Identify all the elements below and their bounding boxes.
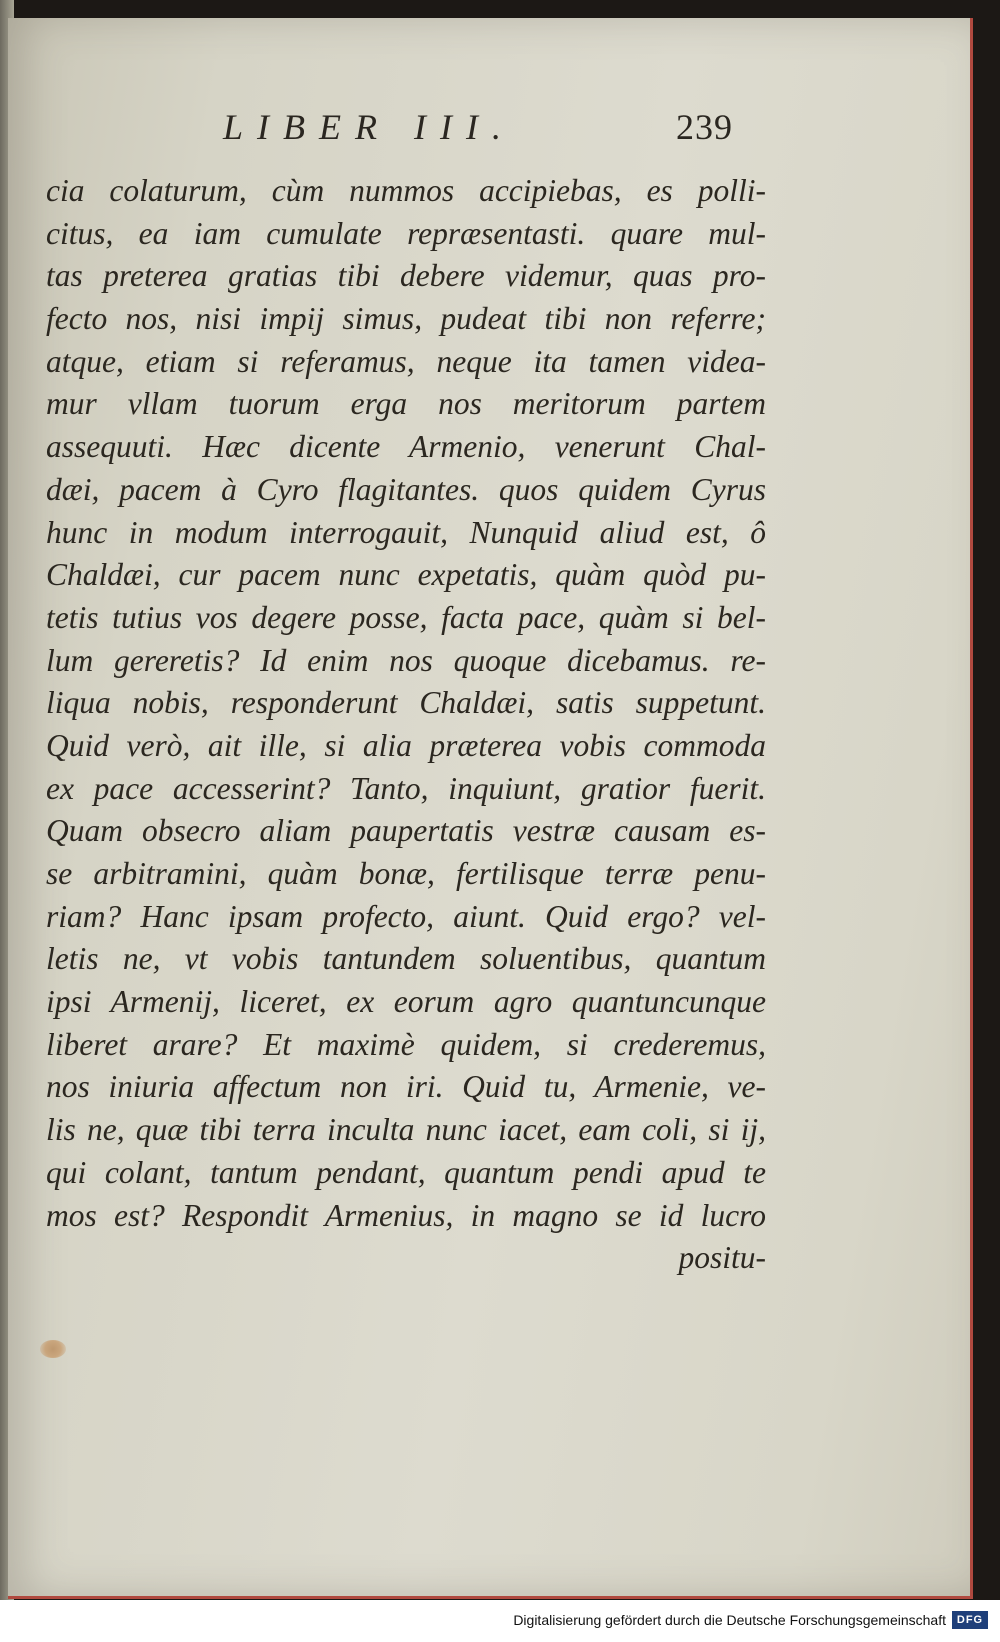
body-text [46, 170, 766, 1280]
text-line: se arbitramini, quàm bonæ, fertilisque terræ penu- [46, 856, 766, 891]
text-line: riam? Hanc ipsam profecto, aiunt. Quid ergo? vel- [46, 898, 766, 934]
text-line: mos est? Respondit Armenius, in magno se id lucro [46, 1197, 766, 1233]
text-line: assequuti. Hæc dicente Armenio, venerunt Chal- [46, 429, 766, 465]
text-line: ipsi Armenij, liceret, ex eorum agro quantuncunque [46, 984, 766, 1020]
dfg-logo: DFG [952, 1611, 988, 1629]
text-line: Quam obsecro aliam paupertatis vestræ causam es- [46, 813, 766, 849]
text-line: ex pace accesserint? Tanto, inquiunt, gratior fuerit. [46, 770, 766, 806]
text-line: citus, ea iam cumulate repræsentasti. quare mul- [46, 215, 766, 251]
text-line: dæi, pacem à Cyro flagitantes. quos quidem Cyrus [46, 471, 766, 507]
text-line: qui colant, tantum pendant, quantum pendi apud te [46, 1154, 766, 1190]
text-line: mur vllam tuorum erga nos meritorum partem [46, 386, 766, 422]
text-line: fecto nos, nisi impij simus, pudeat tibi non referre; [46, 301, 766, 337]
page-header [223, 106, 733, 166]
text-line: lum gereretis? Id enim nos quoque dicebamus. re- [46, 642, 766, 678]
text-line: atque, etiam si referamus, neque ita tamen videa- [46, 343, 766, 379]
text-line: tetis tutius vos degere posse, facta pace, quàm si bel- [46, 599, 766, 635]
text-line: nos iniuria affectum non iri. Quid tu, Armenie, ve- [46, 1069, 766, 1105]
text-line: Quid verò, ait ille, si alia præterea vobis commoda [46, 727, 766, 763]
funding-credit: Digitalisierung gefördert durch die Deutsche Forschungsgemeinschaft [513, 1612, 946, 1628]
text-line: Chaldæi, cur pacem nunc expetatis, quàm quòd pu- [46, 557, 766, 593]
text-line: lis ne, quæ tibi terra inculta nunc iacet, eam coli, si ij, [46, 1112, 766, 1148]
catchword: positu- [678, 1240, 766, 1276]
text-line: cia colaturum, cùm nummos accipiebas, es polli- [46, 173, 766, 208]
text-line: letis ne, vt vobis tantundem soluentibus, quantum [46, 941, 766, 977]
digitization-footer [0, 1600, 1000, 1642]
running-head: LIBER III. [223, 107, 515, 147]
page-number: 239 [676, 107, 733, 147]
text-line: liqua nobis, responderunt Chaldæi, satis suppetunt. [46, 685, 766, 721]
text-line: tas preterea gratias tibi debere videmur, quas pro- [46, 258, 766, 294]
text-line: liberet arare? Et maximè quidem, si crederemus, [46, 1026, 766, 1062]
paper-stain [40, 1340, 66, 1358]
book-page [8, 18, 973, 1599]
text-line: hunc in modum interrogauit, Nunquid aliud est, ô [46, 514, 766, 550]
